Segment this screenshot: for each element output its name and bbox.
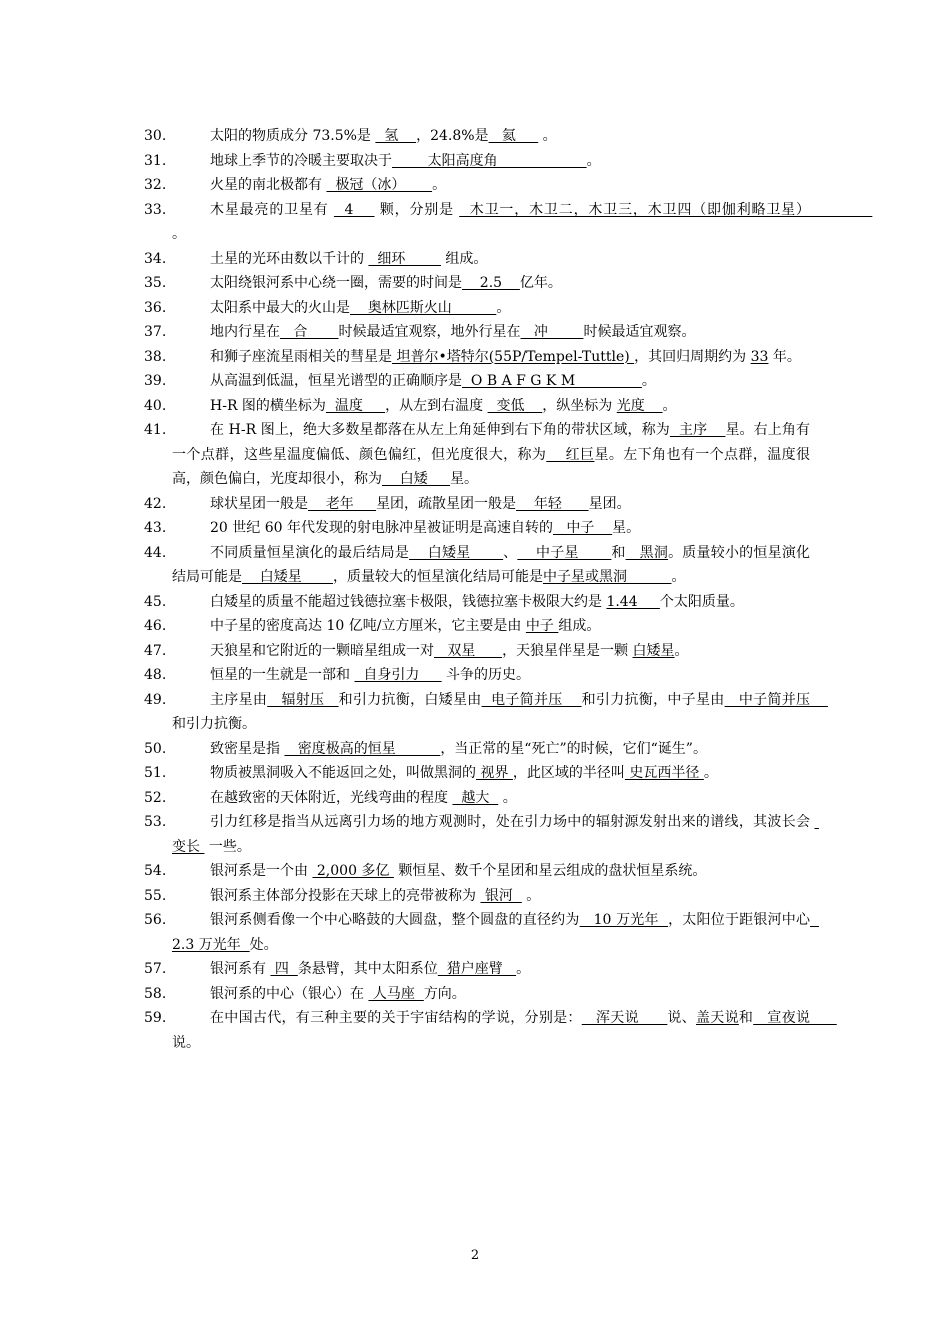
question-fragment: 天狼星和它附近的一颗暗星组成一对 [210, 642, 434, 659]
question-fragment: 银河系主体部分投影在天球上的亮带被称为 [210, 887, 481, 904]
question-fragment: ，纵坐标为 [542, 397, 617, 414]
question-text [172, 296, 810, 321]
question-number: 34. [144, 250, 167, 267]
question-number: 53. [144, 814, 167, 830]
answer-blank: 光度 [616, 397, 663, 414]
question-text [172, 394, 810, 419]
question-text [172, 810, 819, 859]
question-item [144, 173, 810, 198]
question-number: 55. [144, 887, 167, 904]
question-number: 41. [144, 422, 167, 438]
question-number: 52. [144, 789, 167, 806]
question-item [144, 884, 810, 909]
answer-blank: 中子星 [517, 544, 612, 561]
question-fragment: 斗争的历史。 [441, 667, 531, 683]
question-item [144, 639, 810, 664]
question-fragment: 中子星的密度高达 10 亿吨/立方厘米，它主要是由 [210, 618, 526, 634]
answer-blank: 白矮星 [632, 642, 675, 659]
answer-blank: 白矮星 [409, 544, 504, 561]
question-text [172, 614, 810, 639]
question-text [172, 786, 810, 811]
answer-blank: 盖天说 [695, 1010, 739, 1026]
question-fragment: 。 [662, 397, 677, 414]
question-number: 45. [144, 593, 167, 610]
question-text [172, 124, 810, 149]
question-number: 38. [144, 348, 167, 365]
answer-blank: 温度 [325, 397, 386, 414]
answer-blank: 人马座 [368, 985, 424, 1002]
question-text [172, 859, 810, 884]
question-fragment: 条悬臂，其中太阳系位 [297, 961, 438, 977]
question-fragment: 。 [496, 299, 511, 316]
question-text [172, 737, 810, 762]
answer-blank: 视界 [476, 765, 513, 781]
question-item [144, 663, 810, 688]
question-fragment: 亿年。 [519, 275, 562, 291]
question-text [172, 271, 810, 296]
question-item [144, 688, 828, 737]
question-fragment: 处。 [249, 936, 278, 953]
answer-blank: 主序 [669, 422, 726, 438]
question-fragment: 不同质量恒星演化的最后结局是 [210, 544, 410, 561]
answer-blank: 白矮星 [242, 569, 333, 585]
answer-blank: 老年 [308, 495, 377, 512]
question-text [172, 908, 819, 957]
question-number: 43. [144, 520, 167, 536]
question-fragment: 太阳的物质成分 73.5%是 [210, 128, 376, 144]
question-item [144, 296, 810, 321]
question-fragment: 银河系是一个由 [210, 863, 313, 879]
answer-blank: 红巨 [546, 446, 595, 463]
question-fragment: 白矮星的质量不能超过钱德拉塞卡极限，钱德拉塞卡极限大约是 [210, 593, 607, 610]
question-fragment: 和 [611, 544, 626, 561]
question-item [144, 369, 810, 394]
question-number: 50. [144, 740, 167, 757]
question-fragment: 。 [641, 373, 656, 389]
question-text [172, 639, 810, 664]
question-number: 49. [144, 691, 167, 708]
question-number: 48. [144, 667, 167, 683]
question-fragment: 土星的光环由数以千计的 [210, 250, 369, 267]
question-fragment: 木星最亮的卫星有 [210, 201, 334, 218]
answer-blank: 10 万光年 [579, 912, 669, 928]
question-text [172, 198, 873, 247]
question-item [144, 810, 819, 859]
answer-blank: 猎户座臂 [437, 961, 517, 977]
question-fragment: 星。 [612, 520, 641, 536]
question-text [172, 957, 810, 982]
question-fragment: 主序星由 [210, 691, 268, 708]
answer-blank: 越大 [452, 789, 499, 806]
answer-blank: 变低 [487, 397, 543, 414]
question-fragment: 。 [538, 128, 557, 144]
question-item [144, 345, 810, 370]
question-item [144, 1006, 837, 1055]
question-number: 30. [144, 128, 167, 144]
answer-blank: 木卫一，木卫二，木卫三，木卫四（即伽利略卫星） [459, 201, 873, 218]
question-fragment: 恒星的一生就是一部和 [210, 667, 355, 683]
question-fragment: 引力红移是指当从远离引力场的地方观测时，处在引力场中的辐射源发射出来的谱线，其波长会 [210, 814, 815, 830]
question-item [144, 271, 810, 296]
question-text [172, 982, 810, 1007]
answer-blank: O B A F G K M [462, 373, 642, 389]
question-fragment: 和引力抗衡，中子星由 [581, 691, 725, 708]
answer-blank: 2.3 万光年 [172, 912, 819, 953]
answer-blank: 细环 [368, 250, 441, 267]
question-number: 40. [144, 397, 167, 414]
question-text [172, 1006, 837, 1055]
question-text [172, 492, 810, 517]
question-fragment: ，当正常的星“死亡”的时候，它们“诞生”。 [440, 740, 707, 757]
answer-blank: 黑洞 [625, 544, 669, 561]
question-fragment: 太阳绕银河系中心绕一圈，需要的时间是 [210, 275, 462, 291]
question-number: 32. [144, 177, 167, 193]
answer-blank: 史瓦西半径 [624, 765, 704, 781]
answer-blank: 中子 [552, 520, 613, 536]
question-item [144, 614, 810, 639]
question-fragment: 方向。 [423, 985, 466, 1002]
question-number: 46. [144, 618, 167, 634]
question-number: 37. [144, 324, 167, 340]
question-fragment: 星团。 [588, 495, 631, 512]
question-fragment: 组成。 [440, 250, 488, 267]
question-item [144, 198, 873, 247]
question-fragment: ，质量较大的恒星演化结局可能是 [332, 569, 543, 585]
question-fragment: 银河系有 [210, 961, 271, 977]
question-fragment: 在 H-R 图上，绝大多数星都落在从左上角延伸到右下角的带状区域，称为 [210, 422, 670, 438]
question-item [144, 247, 810, 272]
question-item [144, 957, 810, 982]
answer-blank: 宣夜说 [753, 1010, 837, 1026]
question-fragment: 说。 [172, 1034, 200, 1051]
question-fragment: 、 [503, 544, 518, 561]
question-number: 35. [144, 275, 167, 291]
question-fragment: 银河系的中心（银心）在 [210, 985, 369, 1002]
question-fragment: 地内行星在 [210, 324, 280, 340]
question-fragment: 20 世纪 60 年代发现的射电脉冲星被证明是高速自转的 [210, 520, 553, 536]
question-fragment: 在越致密的天体附近，光线弯曲的程度 [210, 789, 453, 806]
question-fragment: 。 [498, 789, 517, 806]
question-fragment: 和引力抗衡。 [172, 716, 256, 732]
question-fragment: 。 [516, 961, 531, 977]
question-fragment: 。 [671, 569, 686, 585]
answer-blank: 氢 [375, 128, 417, 144]
question-number: 36. [144, 299, 167, 316]
answer-blank: 4 [333, 201, 375, 218]
question-item [144, 418, 810, 492]
question-text [172, 345, 810, 370]
question-fragment: ，其回归周期约为 [634, 348, 751, 365]
question-number: 58. [144, 985, 167, 1002]
answer-blank: 坦普尔•塔特尔(55P/Tempel-Tuttle) [392, 348, 635, 365]
question-item [144, 786, 810, 811]
answer-blank: 自身引力 [354, 667, 442, 683]
answer-blank: 辐射压 [267, 691, 339, 708]
question-text [172, 761, 810, 786]
question-item [144, 516, 810, 541]
question-fragment: 地球上季节的冷暖主要取决于 [210, 152, 392, 169]
question-fragment: 颗恒星、数千个星团和星云组成的盘状恒星系统。 [393, 863, 707, 879]
question-number: 47. [144, 642, 167, 659]
question-fragment: 时候最适宜观察，地外行星在 [338, 324, 521, 340]
answer-blank: 浑天说 [581, 1010, 668, 1026]
question-fragment: 。 [703, 765, 718, 781]
question-fragment: 星。左下角也有一个点群，温度很高，颜色偏白，光度却很小，称为 [172, 446, 811, 487]
question-text [172, 663, 810, 688]
question-number: 57. [144, 961, 167, 977]
question-fragment: 银河系侧看像一个中心略鼓的大圆盘，整个圆盘的直径约为 [210, 912, 580, 928]
answer-blank: 白矮 [382, 471, 451, 487]
question-item [144, 859, 810, 884]
question-fragment: 物质被黑洞吸入不能返回之处，叫做黑洞的 [210, 765, 476, 781]
answer-blank: 2,000 多亿 [312, 863, 394, 879]
answer-blank: 双星 [434, 642, 503, 659]
question-item [144, 320, 810, 345]
question-item [144, 492, 810, 517]
question-item [144, 124, 810, 149]
answer-blank: 变长 [172, 814, 819, 855]
question-text [172, 149, 810, 174]
question-number: 33. [144, 201, 167, 218]
question-fragment: 和 [738, 1010, 754, 1026]
question-text [172, 369, 810, 394]
question-fragment: 说、 [667, 1010, 696, 1026]
question-fragment: 。 [172, 226, 186, 242]
question-item [144, 908, 819, 957]
question-fragment: 星。右上角有一个点群，这些星温度偏低、颜色偏红，但光度很大，称为 [172, 422, 810, 463]
question-number: 42. [144, 495, 167, 512]
question-text [172, 173, 810, 198]
question-fragment: 年。 [768, 348, 801, 365]
question-number: 54. [144, 863, 167, 879]
question-fragment: ，太阳位于距银河中心 [668, 912, 811, 928]
question-fragment: 一些。 [204, 838, 251, 855]
question-fragment: 时候最适宜观察。 [583, 324, 696, 340]
answer-blank: 奥林匹斯火山 [350, 299, 497, 316]
question-fragment: 。 [521, 887, 541, 904]
answer-blank: 中子简并压 [724, 691, 828, 708]
question-fragment: H-R 图的横坐标为 [210, 397, 326, 414]
answer-blank: 冲 [520, 324, 584, 340]
question-text [172, 688, 828, 737]
question-fragment: 颗，分别是 [374, 201, 460, 218]
question-text [172, 590, 810, 615]
question-fragment: 星团，疏散星团一般是 [376, 495, 517, 512]
question-item [144, 761, 810, 786]
question-item [144, 590, 810, 615]
answer-blank: 1.44 [606, 593, 660, 610]
answer-blank: 银河 [480, 887, 522, 904]
question-fragment: ，此区域的半径叫 [512, 765, 625, 781]
question-number: 39. [144, 373, 167, 389]
answer-blank: 年轻 [516, 495, 589, 512]
answer-blank: 2.5 [462, 275, 520, 291]
question-text [172, 418, 810, 492]
answer-blank: 密度极高的恒星 [284, 740, 441, 757]
question-number: 59. [144, 1010, 167, 1026]
question-number: 31. [144, 152, 167, 169]
question-fragment: 在中国古代，有三种主要的关于宇宙结构的学说，分别是： [210, 1010, 582, 1026]
page-number: 2 [470, 1248, 480, 1263]
question-number: 56. [144, 912, 167, 928]
question-item [144, 982, 810, 1007]
answer-blank: 四 [270, 961, 298, 977]
question-list [144, 124, 873, 1055]
answer-blank: 合 [280, 324, 339, 340]
answer-blank: 中子 [525, 618, 559, 634]
question-fragment: 和狮子座流星雨相关的彗星是 [210, 348, 392, 365]
answer-blank: 电子简并压 [481, 691, 582, 708]
answer-blank: 极冠（冰） [326, 177, 433, 193]
question-fragment: 。 [586, 152, 601, 169]
question-fragment: 从高温到低温，恒星光谱型的正确顺序是 [210, 373, 462, 389]
question-text [172, 516, 810, 541]
question-fragment: ，天狼星伴星是一颗 [502, 642, 633, 659]
question-fragment: 火星的南北极都有 [210, 177, 327, 193]
question-fragment: 个太阳质量。 [659, 593, 744, 610]
question-fragment: 组成。 [558, 618, 601, 634]
question-fragment: 。 [432, 177, 447, 193]
question-item [144, 737, 810, 762]
question-fragment: 。质量较小的恒星演化结局可能是 [172, 544, 811, 585]
question-fragment: 。 [674, 642, 689, 659]
question-text [172, 884, 810, 909]
answer-blank: 氦 [488, 128, 539, 144]
question-fragment: 星。 [450, 471, 479, 487]
question-fragment: 致密星是指 [210, 740, 285, 757]
question-fragment: ，24.8%是 [416, 128, 489, 144]
question-fragment: 太阳系中最大的火山是 [210, 299, 350, 316]
question-number: 44. [144, 544, 167, 561]
question-number: 51. [144, 765, 167, 781]
answer-blank: 太阳高度角 [392, 152, 587, 169]
question-fragment: 球状星团一般是 [210, 495, 308, 512]
question-text [172, 320, 810, 345]
answer-blank: 中子星或黑洞 [542, 569, 672, 585]
question-text [172, 541, 810, 590]
question-text [172, 247, 810, 272]
question-item [144, 394, 810, 419]
question-fragment: ，从左到右温度 [385, 397, 488, 414]
question-fragment: 和引力抗衡，白矮星由 [338, 691, 482, 708]
question-item [144, 541, 810, 590]
question-item [144, 149, 810, 174]
answer-blank: 33 [750, 348, 769, 365]
